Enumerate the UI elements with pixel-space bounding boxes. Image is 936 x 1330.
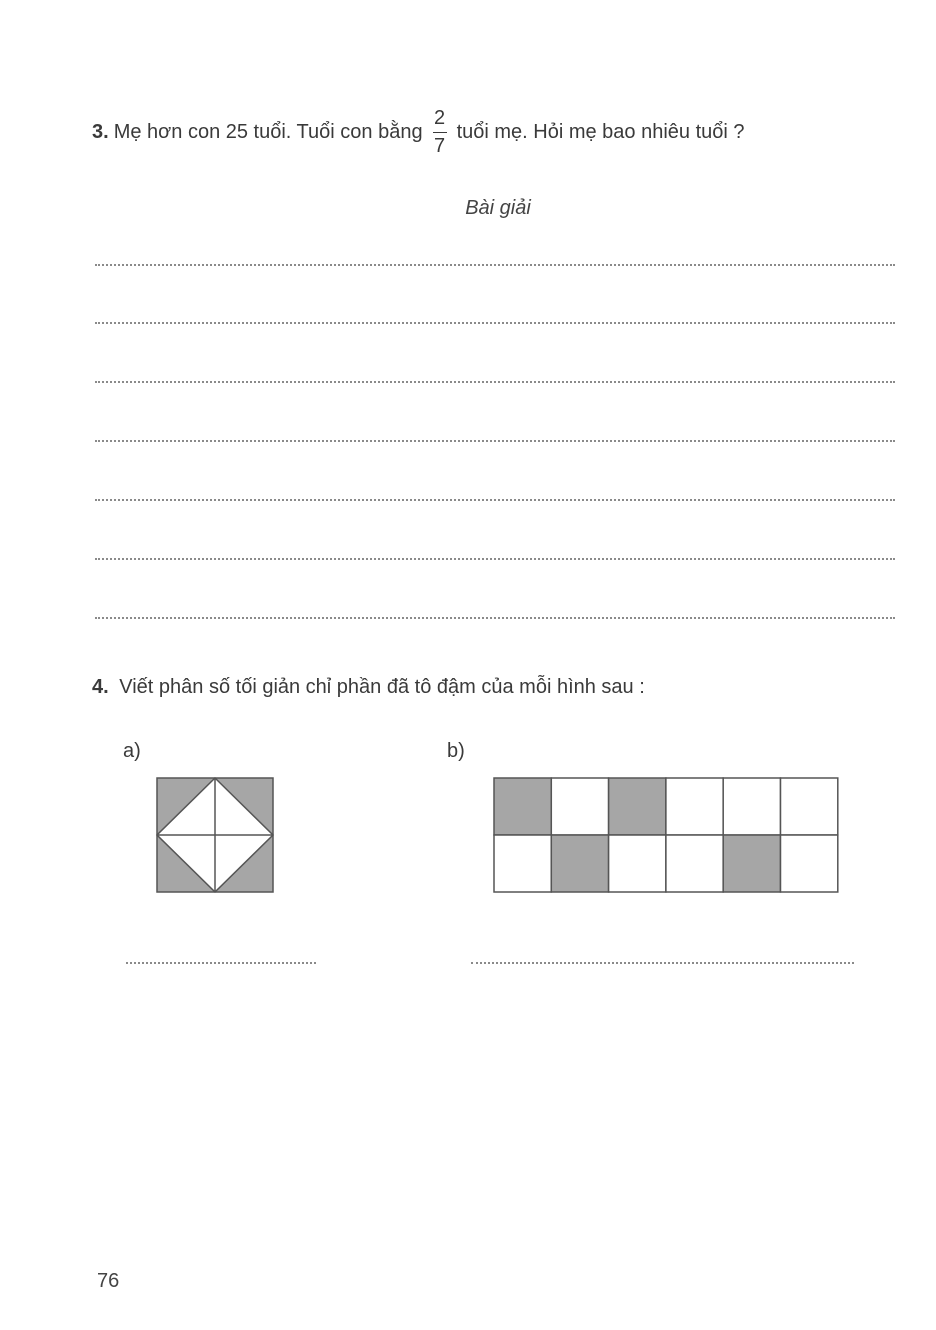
answer-line-4[interactable] — [95, 440, 895, 442]
solution-heading: Bài giải — [465, 197, 531, 219]
question-4-text: Viết phân số tối giản chỉ phần đã tô đậm của mỗi hình sau : — [119, 676, 645, 698]
figure-a-label: a) — [123, 740, 141, 762]
figure-a-diamond-square — [156, 777, 276, 895]
page-number: 76 — [97, 1270, 120, 1292]
blank-cell — [666, 835, 723, 892]
blank-cell — [666, 778, 723, 835]
answer-line-7[interactable] — [95, 617, 895, 619]
blank-cell — [551, 778, 608, 835]
shaded-cell — [551, 835, 608, 892]
answer-line-b[interactable] — [471, 962, 854, 964]
question-3-number: 3. — [92, 121, 109, 143]
figure-b-label: b) — [447, 740, 465, 762]
shaded-cell — [723, 835, 780, 892]
answer-line-6[interactable] — [95, 558, 895, 560]
blank-cell — [609, 835, 666, 892]
question-4 — [92, 676, 645, 699]
answer-line-3[interactable] — [95, 381, 895, 383]
fraction-bar — [433, 132, 447, 133]
fraction-numerator: 2 — [434, 107, 446, 129]
fraction-denominator: 7 — [434, 135, 446, 157]
question-4-number: 4. — [92, 676, 109, 698]
blank-cell — [781, 778, 838, 835]
blank-cell — [723, 778, 780, 835]
shaded-cell — [609, 778, 666, 835]
answer-line-1[interactable] — [95, 264, 895, 266]
answer-line-2[interactable] — [95, 322, 895, 324]
blank-cell — [781, 835, 838, 892]
question-3 — [92, 108, 745, 157]
shaded-cell — [494, 778, 551, 835]
question-3-text-before: Mẹ hơn con 25 tuổi. Tuổi con bằng — [113, 121, 423, 143]
answer-line-5[interactable] — [95, 499, 895, 501]
answer-line-a[interactable] — [126, 962, 316, 964]
blank-cell — [494, 835, 551, 892]
figure-b-grid — [493, 777, 841, 895]
fraction — [433, 108, 447, 157]
question-3-text-after: tuổi mẹ. Hỏi mẹ bao nhiêu tuổi ? — [456, 121, 745, 143]
